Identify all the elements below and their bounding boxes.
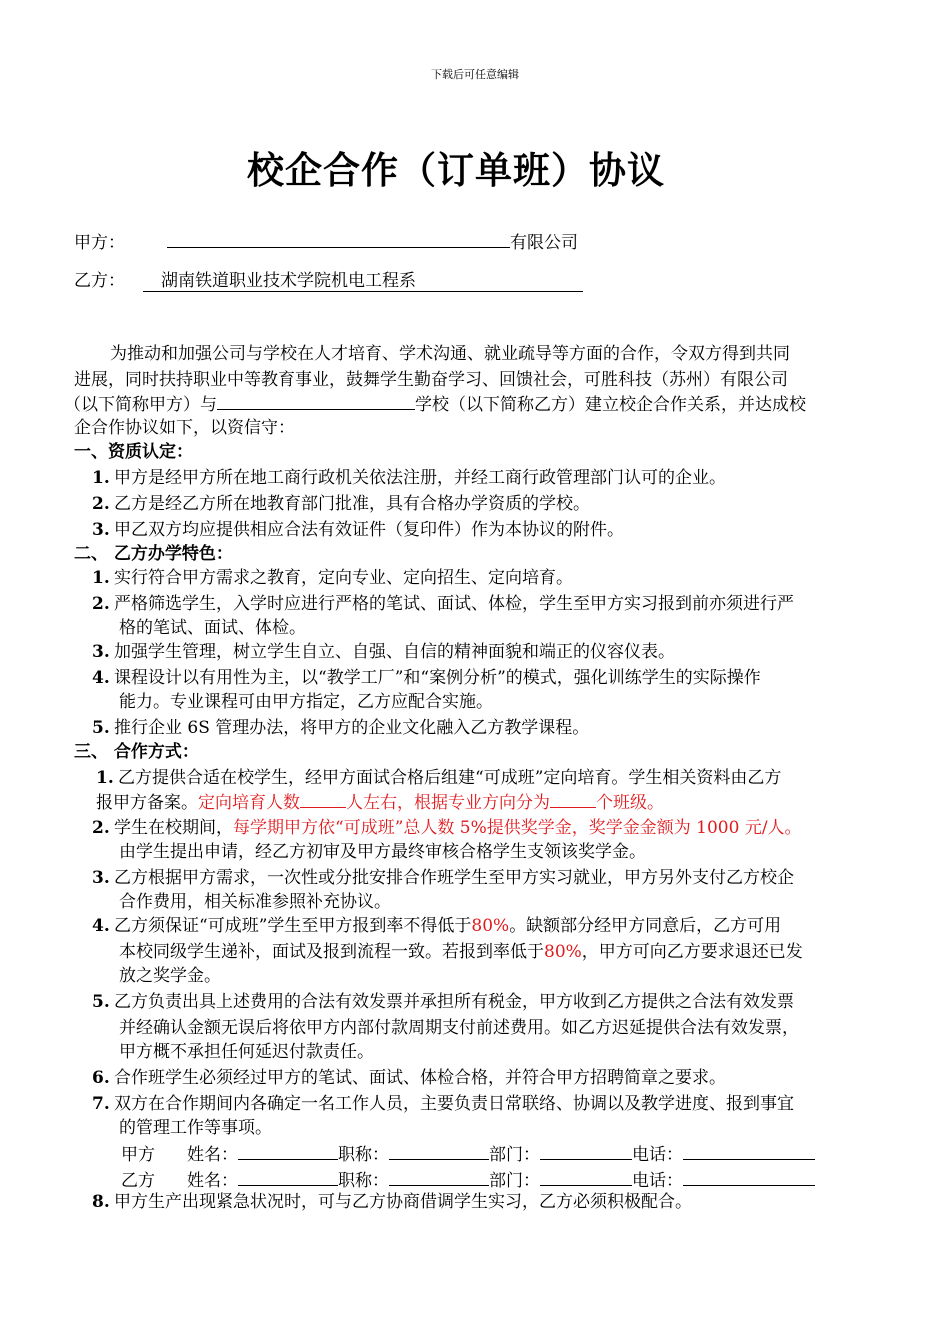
contact-row-a xyxy=(121,1140,815,1165)
item-text: 乙方须保证“可成班”学生至甲方报到率不得低于 xyxy=(114,916,472,936)
intro-line-4: 企合作协议如下，以资信守： xyxy=(74,418,295,438)
s3-item-5-cont: 并经确认金额无误后将依甲方内部付款周期支付前述费用。如乙方迟延提供合法有效发票， xyxy=(119,1018,799,1038)
phone-blank xyxy=(683,1143,815,1160)
item-text: 合作班学生必须经过甲方的笔试、面试、体检合格，并符合甲方招聘简章之要求。 xyxy=(114,1068,726,1088)
dept-blank xyxy=(540,1143,632,1160)
s2-item-4-cont: 能力。专业课程可由甲方指定，乙方应配合实施。 xyxy=(119,692,493,712)
phone-label: 电话： xyxy=(632,1171,683,1191)
item-number: 2. xyxy=(92,818,110,838)
s3-item-5-cont2: 甲方概不承担任何延迟付款责任。 xyxy=(119,1042,374,1062)
party-b-line xyxy=(74,266,583,292)
s1-item-2 xyxy=(92,492,590,516)
name-label: 姓名： xyxy=(187,1145,238,1165)
item-text: 本校同级学生递补，面试及报到流程一致。若报到率低于 xyxy=(119,942,544,962)
s3-item-3-cont: 合作费用，相关标准参照补充协议。 xyxy=(119,892,391,912)
s3-item-2-cont: 由学生提出申请，经乙方初审及甲方最终审核合格学生支领该奖学金。 xyxy=(119,842,646,862)
item-number: 2. xyxy=(92,594,110,614)
s2-item-2 xyxy=(92,592,794,616)
intro-line-3a: （以下简称甲方）与 xyxy=(64,395,217,415)
page-header: 下载后可任意编辑 xyxy=(431,68,519,81)
title-blank xyxy=(389,1169,489,1186)
item-text: ，甲方可向乙方要求退还已发 xyxy=(581,942,803,962)
scholarship-text: 每学期甲方依“可成班”总人数 5%提供奖学金，奖学金金额为 1000 元/人。 xyxy=(233,818,802,838)
s3-item-4-cont2: 放之奖学金。 xyxy=(119,966,221,986)
s3-item-4-cont xyxy=(119,940,803,964)
item-text: 甲方是经甲方所在地工商行政机关依法注册，并经工商行政管理部门认可的企业。 xyxy=(114,468,726,488)
class-split-label: 人左右，根据专业方向分为 xyxy=(346,793,550,813)
s3-item-1-cont xyxy=(96,790,664,815)
s3-item-1 xyxy=(96,766,781,790)
party-b-label: 乙方： xyxy=(74,271,125,291)
student-count-blank xyxy=(300,790,346,808)
item-text: 学生在校期间， xyxy=(114,818,233,838)
title-label: 职称： xyxy=(338,1145,389,1165)
s3-item-5 xyxy=(92,990,794,1014)
item-number: 3. xyxy=(92,520,110,540)
party-b-name: 湖南铁道职业技术学院机电工程系 xyxy=(143,266,583,292)
class-unit-label: 个班级。 xyxy=(596,793,664,813)
item-text: 甲方生产出现紧急状况时，可与乙方协商借调学生实习，乙方必须积极配合。 xyxy=(114,1192,692,1212)
student-count-label: 定向培育人数 xyxy=(198,793,300,813)
s2-item-4 xyxy=(92,666,761,690)
contact-row-b xyxy=(121,1166,815,1191)
s2-item-1 xyxy=(92,566,573,590)
item-number: 2. xyxy=(92,494,110,514)
party-a-line xyxy=(74,228,578,253)
name-blank xyxy=(238,1143,338,1160)
s3-item-7 xyxy=(92,1092,794,1116)
contact-party: 甲方 xyxy=(121,1145,155,1165)
phone-blank xyxy=(683,1169,815,1186)
item-number: 5. xyxy=(92,718,110,738)
section2-heading: 二、 乙方办学特色： xyxy=(74,544,233,564)
title-label: 职称： xyxy=(338,1171,389,1191)
item-number: 8. xyxy=(92,1192,110,1212)
s2-item-5 xyxy=(92,716,589,740)
party-a-blank xyxy=(167,230,510,248)
item-number: 4. xyxy=(92,916,110,936)
item-text: 推行企业 6S 管理办法，将甲方的企业文化融入乙方教学课程。 xyxy=(114,718,590,738)
s2-item-3 xyxy=(92,640,675,664)
section3-heading: 三、 合作方式： xyxy=(74,742,199,762)
item-text: 报甲方备案。 xyxy=(96,793,198,813)
dept-label: 部门： xyxy=(489,1171,540,1191)
s3-item-8 xyxy=(92,1190,692,1214)
s2-item-2-cont: 格的笔试、面试、体检。 xyxy=(119,618,306,638)
item-number: 3. xyxy=(92,642,110,662)
section1-heading: 一、资质认定： xyxy=(74,442,193,462)
item-number: 6. xyxy=(92,1068,110,1088)
s3-item-6 xyxy=(92,1066,726,1090)
name-blank xyxy=(238,1169,338,1186)
class-count-blank xyxy=(550,790,596,808)
item-number: 7. xyxy=(92,1094,110,1114)
item-text: 课程设计以有用性为主，以“教学工厂”和“案例分析”的模式，强化训练学生的实际操作 xyxy=(114,668,761,688)
document-title: 校企合作（订单班）协议 xyxy=(247,148,665,192)
title-blank xyxy=(389,1143,489,1160)
item-number: 1. xyxy=(96,768,114,788)
s1-item-3 xyxy=(92,518,624,542)
item-text: 实行符合甲方需求之教育，定向专业、定向招生、定向培育。 xyxy=(114,568,573,588)
intro-line-2: 进展，同时扶持职业中等教育事业，鼓舞学生勤奋学习、回馈社会，可胜科技（苏州）有限公司 xyxy=(74,370,788,390)
party-a-suffix: 有限公司 xyxy=(510,233,578,253)
s1-item-1 xyxy=(92,466,726,490)
name-label: 姓名： xyxy=(187,1171,238,1191)
item-text: 乙方负责出具上述费用的合法有效发票并承担所有税金，甲方收到乙方提供之合法有效发票 xyxy=(114,992,794,1012)
item-text: 乙方根据甲方需求，一次性或分批安排合作班学生至甲方实习就业，甲方另外支付乙方校企 xyxy=(114,868,794,888)
item-number: 1. xyxy=(92,468,110,488)
contact-party: 乙方 xyxy=(121,1171,155,1191)
intro-line-1: 为推动和加强公司与学校在人才培育、学术沟通、就业疏导等方面的合作，令双方得到共同 xyxy=(110,344,790,364)
intro-line-3b: 学校（以下简称乙方）建立校企合作关系，并达成校 xyxy=(415,395,806,415)
item-text: 双方在合作期间内各确定一名工作人员，主要负责日常联络、协调以及教学进度、报到事宜 xyxy=(114,1094,794,1114)
s3-item-4 xyxy=(92,914,781,938)
s3-item-3 xyxy=(92,866,794,890)
phone-label: 电话： xyxy=(632,1145,683,1165)
item-number: 4. xyxy=(92,668,110,688)
dept-blank xyxy=(540,1169,632,1186)
intro-line-3 xyxy=(64,392,806,417)
rate-value: 80% xyxy=(544,942,582,962)
party-a-label: 甲方： xyxy=(74,233,125,253)
item-text: 甲乙双方均应提供相应合法有效证件（复印件）作为本协议的附件。 xyxy=(114,520,624,540)
rate-value: 80% xyxy=(471,916,510,936)
s3-item-7-cont: 的管理工作等事项。 xyxy=(119,1118,272,1138)
item-text: 加强学生管理，树立学生自立、自强、自信的精神面貌和端正的仪容仪表。 xyxy=(114,642,675,662)
item-text: 。缺额部分经甲方同意后，乙方可用 xyxy=(509,916,782,936)
dept-label: 部门： xyxy=(489,1145,540,1165)
school-blank xyxy=(217,392,415,410)
item-number: 5. xyxy=(92,992,110,1012)
item-text: 严格筛选学生，入学时应进行严格的笔试、面试、体检，学生至甲方实习报到前亦须进行严 xyxy=(114,594,794,614)
item-number: 1. xyxy=(92,568,110,588)
item-number: 3. xyxy=(92,868,110,888)
item-text: 乙方是经乙方所在地教育部门批准，具有合格办学资质的学校。 xyxy=(114,494,590,514)
item-text: 乙方提供合适在校学生，经甲方面试合格后组建“可成班”定向培育。学生相关资料由乙方 xyxy=(118,768,782,788)
s3-item-2 xyxy=(92,816,802,840)
